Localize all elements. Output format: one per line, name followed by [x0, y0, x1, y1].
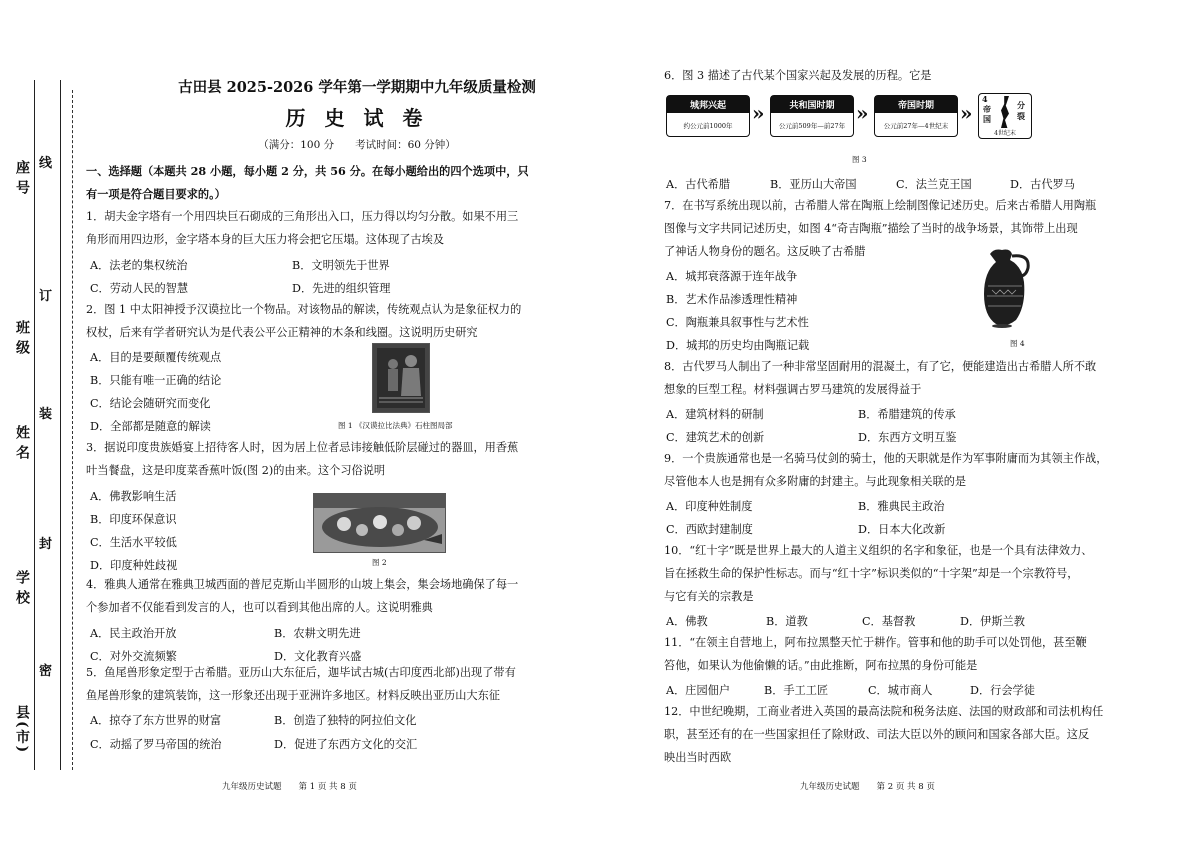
q6-option-c[interactable]: C．法兰克王国: [896, 178, 972, 191]
binding-char-mi: 密: [39, 664, 53, 679]
q12-stem-line3: 映出当时西欧: [664, 751, 732, 764]
q2-option-a[interactable]: A．目的是要颠覆传统观点: [90, 351, 222, 364]
figure2-caption: 图 2: [372, 558, 387, 567]
q10-option-b[interactable]: B．道教: [766, 615, 808, 628]
q9-stem-line2: 尽管他本人也是拥有众多附庸的封建主。与此现象相关联的是: [664, 475, 967, 488]
q2-stem-line2: 权杖，后来有学者研究认为是代表公平公正精神的木条和线圈。这说明历史研究: [86, 326, 478, 339]
q10-stem-line3: 与它有关的宗教是: [664, 590, 754, 603]
q7-stem-line1: 7．在书写系统出现以前，古希腊人常在陶瓶上绘制图像记述历史。后来古希腊人用陶瓶: [664, 199, 1097, 212]
margin-rule-inner: [60, 80, 61, 770]
q6-option-d[interactable]: D．古代罗马: [1010, 178, 1075, 191]
q9-option-a[interactable]: A．印度种姓制度: [666, 500, 753, 513]
stage1-box: [666, 95, 750, 137]
q5-stem-line2: 鱼尾兽形象的建筑装饰，这一形象还出现于亚洲许多地区。材料反映出亚历山大东征: [86, 689, 500, 702]
q3-stem-line1: 3．据说印度贵族婚宴上招待客人时，因为居上位者忌讳接触低阶层碰过的器皿，用香蕉: [86, 441, 519, 454]
stage4-box: [978, 93, 1032, 139]
section-heading-line2: 有一项是符合题目要求的。）: [86, 187, 226, 201]
q8-option-d[interactable]: D．东西方文明互鉴: [858, 431, 957, 444]
class-label: 班级: [14, 320, 30, 360]
stage3-date: 公元前27年—4世纪末: [883, 122, 949, 130]
q1-stem-line1: 1．胡夫金字塔有一个用四块巨石砌成的三角形出入口，压力得以均匀分散。如果不用三: [86, 210, 519, 223]
q5-option-a[interactable]: A．掠夺了东方世界的财富: [90, 714, 222, 727]
q1-option-d[interactable]: D．先进的组织管理: [292, 282, 391, 295]
q11-option-b[interactable]: B．手工工匠: [764, 684, 829, 697]
q2-option-b[interactable]: B．只能有唯一正确的结论: [90, 374, 222, 387]
q9-option-c[interactable]: C．西欧封建制度: [666, 523, 753, 536]
stage2-title: 共和国时期: [789, 101, 835, 111]
q9-stem-line1: 9．一个贵族通常也是一名骑马仗剑的骑士，他的天职就是作为军事附庸而为其领主作战，: [664, 452, 1108, 465]
q7-option-c[interactable]: C．陶瓶兼具叙事性与艺术性: [666, 316, 809, 329]
binding-char-ding: 订: [39, 289, 53, 304]
q3-option-a[interactable]: A．佛教影响生活: [90, 490, 177, 503]
margin-rule-outer: [34, 80, 35, 770]
q4-stem-line2: 个参加者不仅能看到发言的人，也可以看到其他出席的人。这说明雅典: [86, 601, 433, 614]
binding-char-feng: 封: [39, 537, 53, 552]
subject-title: 历 史 试 卷: [285, 106, 429, 130]
q6-option-a[interactable]: A．古代希腊: [666, 178, 731, 191]
footer-page1: 九年级历史试题 第 1 页 共 8 页: [222, 782, 357, 792]
figure4-chigi-vase-image: [972, 246, 1038, 330]
figure1-stele-image: [372, 343, 430, 413]
q11-option-d[interactable]: D．行会学徒: [970, 684, 1035, 697]
q11-stem-line1: 11．“在领主自营地上，阿布拉黑整天忙于耕作。管事和他的助手可以处罚他，甚至鞭: [664, 636, 1087, 649]
timeline-arrow-1: »: [752, 101, 765, 125]
q8-option-b[interactable]: B．希腊建筑的传承: [858, 408, 956, 421]
stage3-title: 帝国时期: [897, 101, 934, 111]
figure1-caption: 图 1 《汉谟拉比法典》石柱图局部: [338, 421, 453, 430]
stage3-box: [874, 95, 958, 137]
q10-stem-line2: 旨在拯救生命的保护性标志。而与“红十字”标识类似的“十字架”却是一个宗教符号，: [664, 567, 1079, 580]
stage1-date: 约公元前1000年: [683, 122, 733, 130]
q7-option-b[interactable]: B．艺术作品渗透理性精神: [666, 293, 798, 306]
q11-option-a[interactable]: A．庄园佃户: [666, 684, 731, 697]
stage4-date: 4世纪末: [994, 130, 1016, 137]
q10-option-a[interactable]: A．佛教: [666, 615, 708, 628]
stage2-date: 公元前509年—前27年: [778, 122, 846, 130]
q11-option-c[interactable]: C．城市商人: [868, 684, 933, 697]
q5-option-d[interactable]: D．促进了东西方文化的交汇: [274, 738, 418, 751]
q8-stem-line1: 8．古代罗马人制出了一种非常坚固耐用的混凝土，有了它，便能建造出古希腊人所不敢: [664, 360, 1097, 373]
name-label: 姓名: [14, 425, 30, 465]
q5-stem-line1: 5．鱼尾兽形象定型于古希腊。亚历山大东征后，迦毕试古城(古印度西北部)出现了带有: [86, 666, 516, 679]
q10-option-c[interactable]: C．基督教: [862, 615, 916, 628]
stage4-left-text: 帝国: [983, 104, 991, 124]
figure4-caption: 图 4: [1010, 339, 1025, 348]
timeline-arrow-3: »: [960, 101, 973, 125]
q7-option-a[interactable]: A．城邦衰落源于连年战争: [666, 270, 798, 283]
seat-label: 座号: [14, 160, 30, 200]
q2-option-d[interactable]: D．全部都是随意的解读: [90, 420, 211, 433]
binding-char-zhuang: 装: [39, 407, 53, 422]
stage1-title: 城邦兴起: [689, 101, 726, 111]
binding-dash-line: [72, 90, 73, 770]
q4-option-c[interactable]: C．对外交流频繁: [90, 650, 177, 663]
figure3-timeline: [666, 93, 1044, 141]
q4-stem-line1: 4．雅典人通常在雅典卫城西面的普尼克斯山半圆形的山坡上集会，集会场地确保了每一: [86, 578, 519, 591]
q11-stem-line2: 笞他，如果认为他偷懒的话。”由此推断，阿布拉黑的身份可能是: [664, 659, 978, 672]
q12-stem-line2: 职，甚至还有的在一些国家担任了除财政、司法大臣以外的顾问和国家各部大臣。这反: [664, 728, 1090, 741]
q3-stem-line2: 叶当餐盘，这是印度菜香蕉叶饭(图 2)的由来。这个习俗说明: [86, 464, 386, 477]
stage4-crack-icon: [1001, 96, 1009, 128]
q2-stem-line1: 2．图 1 中太阳神授予汉谟拉比一个物品。对该物品的解读，传统观点认为是象征权力的: [86, 303, 522, 316]
q8-option-c[interactable]: C．建筑艺术的创新: [666, 431, 765, 444]
q1-stem-line2: 角形而用四边形，金字塔本身的巨大压力将会把它压塌。这体现了古埃及: [86, 233, 445, 246]
q1-option-a[interactable]: A．法老的集权统治: [90, 259, 188, 272]
q8-option-a[interactable]: A．建筑材料的研制: [666, 408, 764, 421]
q10-option-d[interactable]: D．伊斯兰教: [960, 615, 1025, 628]
county-label: 县(市): [14, 705, 30, 755]
q4-option-a[interactable]: A．民主政治开放: [90, 627, 177, 640]
stage2-box: [770, 95, 854, 137]
q9-option-d[interactable]: D．日本大化改新: [858, 523, 946, 536]
q4-option-d[interactable]: D．文化教育兴盛: [274, 650, 362, 663]
q4-option-b[interactable]: B．农耕文明先进: [274, 627, 361, 640]
q1-option-c[interactable]: C．劳动人民的智慧: [90, 282, 189, 295]
q8-stem-line2: 想象的巨型工程。材料强调古罗马建筑的发展得益于: [664, 383, 922, 396]
section-heading-line1: 一、选择题（本题共 28 小题，每小题 2 分，共 56 分。在每小题给出的四个选项中，只: [86, 164, 529, 178]
figure3-caption: 图 3: [852, 155, 867, 164]
exam-title: 古田县 2025-2026 学年第一学期期中九年级质量检测: [178, 79, 536, 96]
q9-option-b[interactable]: B．雅典民主政治: [858, 500, 945, 513]
q7-stem-line2: 图像与文字共同记述历史，如图 4“奇吉陶瓶”描绘了当时的战争场景，其饰带上出现: [664, 222, 1078, 235]
q2-option-c[interactable]: C．结论会随研究而变化: [90, 397, 211, 410]
stage4-right-text: 分裂: [1017, 100, 1025, 121]
q3-option-d[interactable]: D．印度种姓歧视: [90, 559, 178, 572]
exam-info: （满分：100 分 考试时间：60 分钟）: [258, 139, 456, 151]
footer-page2: 九年级历史试题 第 2 页 共 8 页: [800, 782, 935, 792]
q6-option-b[interactable]: B．亚历山大帝国: [770, 178, 857, 191]
q7-option-d[interactable]: D．城邦的历史均由陶瓶记载: [666, 339, 810, 352]
figure2-banana-leaf-meal-image: [313, 493, 446, 553]
q12-stem-line1: 12．中世纪晚期，工商业者进入英国的最高法院和税务法庭、法国的财政部和司法机构任: [664, 705, 1104, 718]
binding-char-xian: 线: [39, 156, 53, 171]
q7-stem-line3: 了神话人物身份的题名。这反映了古希腊: [664, 245, 866, 258]
q5-option-c[interactable]: C．动摇了罗马帝国的统治: [90, 738, 222, 751]
q3-option-b[interactable]: B．印度环保意识: [90, 513, 177, 526]
school-label: 学校: [14, 570, 30, 610]
timeline-arrow-2: »: [856, 101, 869, 125]
q3-option-c[interactable]: C．生活水平较低: [90, 536, 177, 549]
q1-option-b[interactable]: B．文明领先于世界: [292, 259, 390, 272]
q5-option-b[interactable]: B．创造了独特的阿拉伯文化: [274, 714, 417, 727]
stage4-number: 4: [982, 94, 988, 104]
q10-stem-line1: 10．“红十字”既是世界上最大的人道主义组织的名字和象征，也是一个具有法律效力、: [664, 544, 1093, 557]
q6-stem: 6．图 3 描述了古代某个国家兴起及发展的历程。它是: [664, 69, 932, 82]
